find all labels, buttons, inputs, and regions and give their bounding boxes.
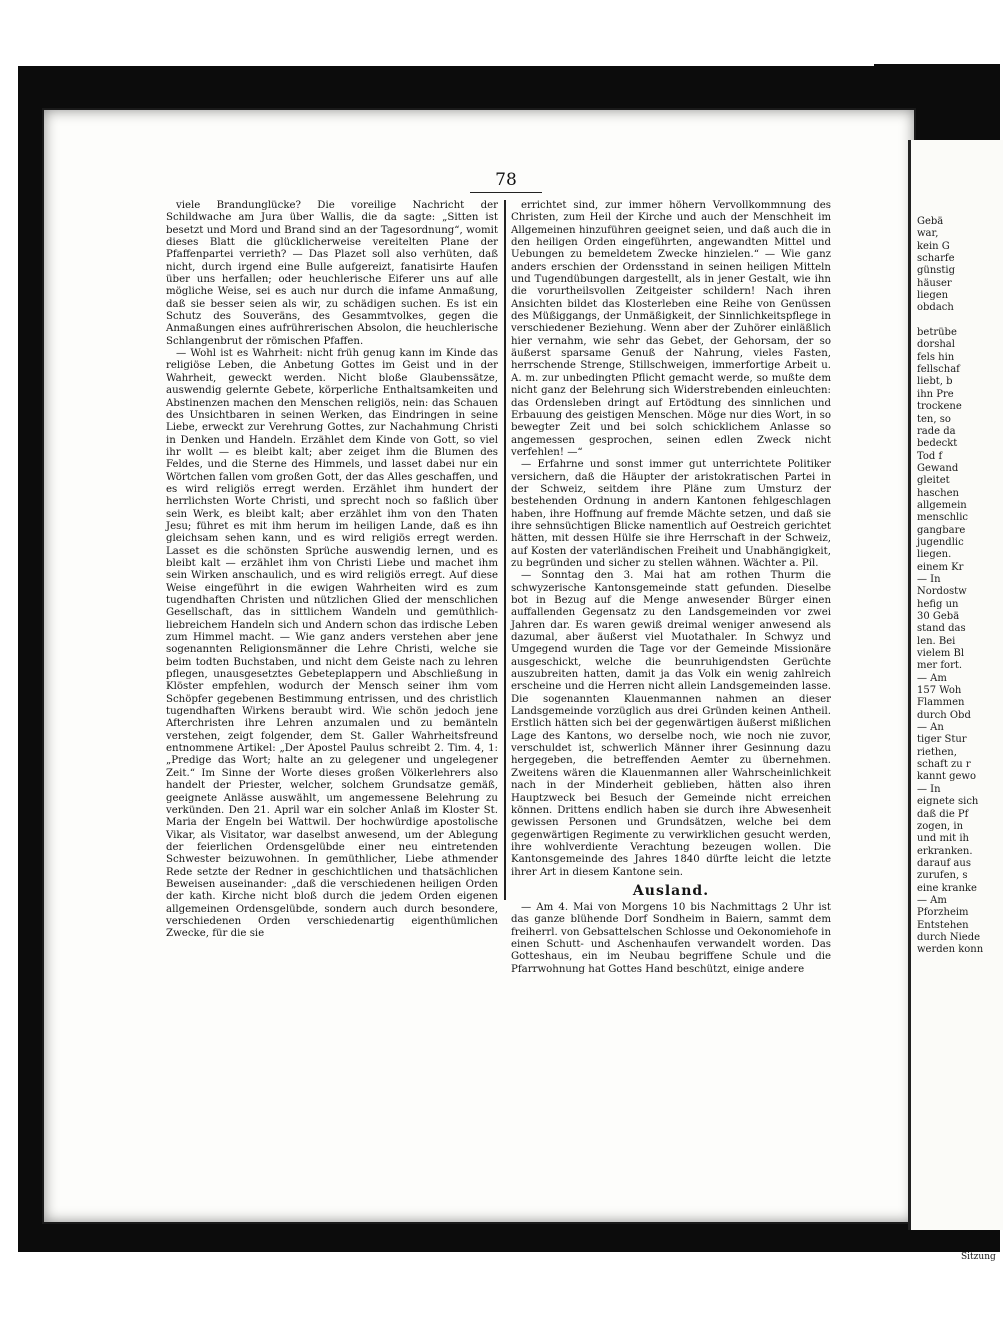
adjacent-line: [917, 315, 1003, 327]
adjacent-line: len. Bei: [917, 635, 956, 647]
adjacent-page: [908, 140, 1003, 1262]
scan-border-bottom: [18, 1222, 918, 1252]
adjacent-line: Flammen: [917, 697, 965, 709]
column-divider: [504, 200, 506, 900]
adjacent-line: schaft zu r: [917, 759, 971, 771]
adjacent-line: eine kranke: [917, 882, 977, 894]
adjacent-line: betrübe: [917, 327, 957, 339]
scan-border-top: [18, 66, 888, 110]
adjacent-line: durch Obd: [917, 709, 971, 721]
adjacent-line: menschlic: [917, 512, 969, 524]
section-heading-ausland: Ausland.: [632, 882, 710, 899]
right-paragraph-2: — Erfahrne und sonst immer gut unterrichtete Politiker versichern, daß die Häupter der aristokratischen Partei in der Schweiz, seitdem ihre Pläne zum Umsturz der bestehenden Ordnung in andern Kantonen fehlgeschlagen haben, ihre Hoffnung auf fremde Mächte setzen, und daß sie ihre sehnsüchtigen Blicke namentlich auf Oestreich gerichtet hätten, mit dessen Hülfe sie ihre Herrschaft in der Schweiz, auf Kosten der vaterländischen Freiheit und Unabhängigkeit, zu begründen und sicher zu stellen wähnen. Wächter a. Pil.: [511, 459, 831, 569]
adjacent-line: werden konn: [917, 944, 984, 956]
right-column: [511, 200, 831, 975]
adjacent-line: eignete sich: [917, 796, 979, 808]
adjacent-line: vielem Bl: [917, 648, 965, 660]
page-number: 78: [495, 170, 517, 190]
adjacent-page-footer: Sitzung: [961, 1252, 996, 1262]
adjacent-line: daß die Pf: [917, 808, 969, 820]
adjacent-line: gleitet: [917, 475, 950, 487]
adjacent-line: zurufen, s: [917, 870, 968, 882]
adjacent-line: — Am: [917, 672, 947, 684]
adjacent-line: liegen: [917, 290, 949, 302]
adjacent-line: Nordostw: [917, 586, 967, 598]
adjacent-line: Gebä: [917, 216, 944, 227]
adjacent-page-text: [917, 216, 1003, 957]
adjacent-line: ihn Pre: [917, 388, 954, 400]
adjacent-line: fellschaf: [917, 364, 960, 376]
adjacent-line: kannt gewo: [917, 771, 976, 783]
adjacent-line: fels hin: [917, 351, 955, 363]
adjacent-line: bedeckt: [917, 438, 958, 450]
adjacent-line: zogen, in: [917, 820, 964, 832]
ausland-paragraph: — Am 4. Mai von Morgens 10 bis Nachmittags 2 Uhr ist das ganze blühende Dorf Sondheim in Baiern, sammt dem freiherrl. von Gebsattelschen Schlosse und Oekonomiehofe in einen Schutt- und Aschenhaufen verwandelt worden. Das Gotteshaus, ein im Neubau begriffene Schule und die Pfarrwohnung hat Gottes Hand beschützt, einige andere: [511, 901, 831, 975]
adjacent-line: rade da: [917, 425, 956, 437]
left-column: [166, 200, 498, 940]
adjacent-line: Tod f: [917, 450, 943, 462]
header-rule: [470, 192, 542, 193]
adjacent-line: durch Niede: [917, 931, 981, 943]
adjacent-line: häuser: [917, 277, 952, 289]
adjacent-line: günstig: [917, 265, 956, 277]
adjacent-line: riethen,: [917, 746, 957, 758]
adjacent-line: dorshal: [917, 339, 955, 351]
adjacent-line: stand das: [917, 623, 966, 635]
adjacent-line: trockene: [917, 401, 962, 413]
scan-border-left: [18, 66, 44, 1250]
adjacent-line: — An: [917, 722, 944, 734]
adjacent-line: ten, so: [917, 413, 951, 425]
adjacent-line: Entstehen: [917, 919, 969, 931]
adjacent-line: scharfe: [917, 253, 955, 265]
adjacent-line: — In: [917, 573, 941, 585]
adjacent-line: erkranken.: [917, 845, 973, 857]
adjacent-line: hefig un: [917, 598, 959, 610]
right-paragraph-1: errichtet sind, zur immer höhern Vervollkommnung des Christen, zum Heil der Kirche und auch der Menschheit im Allgemeinen hinzuführen geeignet seien, und daß auch die in den heiligen Orden eingeführten, angewandten Mittel und Uebungen zu bemeldetem Zwecke hinzielen.“ — Wie ganz anders erschien der Ordensstand in seinen heiligen Mitteln und Tugendübungen dargestellt, als in jener Gestalt, wie ihn die vorurtheilsvollen Zeitgeister schildern! Nach ihren Ansichten bildet das Klosterleben eine Reihe von Genüssen des Müßiggangs, der Unmäßigkeit, der Sinnlichkeitspflege in verschiedener Beziehung. Wenn aber der Zuhörer einläßlich hier vernahm, wie sehr das Gebet, der Gehorsam, der so äußerst sparsame Genuß der Nahrung, vieles Fasten, herrschende Strenge, Stillschweigen, immerfortige Arbeit u. A. m. zur unbedingten Pflicht gemacht werde, so mußte dem nicht ganz der Belehrung sich Widerstrebenden einleuchten: das Ordensleben dringt auf Ertödtung des sinnlichen und Erbauung des geistigen Menschen. Möge nur dies Wort, in so bewegter Zeit und bei solch schicklichem Anlasse so angemessen gesprochen, seinen edlen Zweck nicht verfehlen! —“: [511, 200, 831, 458]
adjacent-line: Pforzheim: [917, 907, 969, 919]
adjacent-line: — Am: [917, 894, 947, 906]
adjacent-line: haschen: [917, 487, 959, 499]
adjacent-line: und mit ih: [917, 833, 969, 845]
adjacent-line: — In: [917, 783, 941, 795]
left-paragraph-2: — Wohl ist es Wahrheit: nicht früh genug kann im Kinde das religiöse Leben, die Anbetung Gottes im Geist und in der Wahrheit, geweckt werden. Nicht bloße Glaubenssätze, auswendig gelernte Gebete, körperliche Enthaltsamkeiten und Abstinenzen machen den Menschen religiös, nein: das Schauen des Unsichtbaren in seinen Werken, das Eindringen in seine Liebe, erweckt zur Verehrung Gottes, zur Nachahmung Christi in Denken und Handeln. Erzählet dem Kinde von Gott, so viel ihr wollt — es bleibt kalt; aber zeiget ihm die Blumen des Feldes, und die Sterne des Himmels, und lasset dabei nur ein Wörtchen fallen vom großen Gott, der das Alles geschaffen, und es wird religiös erregt werden. Erzählet ihm hundert der herrlichsten Worte Christi, und sprecht noch so faßlich über sein Werk, es bleibt kalt; aber erzählet ihm von den Thaten Jesu; führet es mit ihm herum im heiligen Lande, daß es ihn gleichsam sehen kann, und es wird religiös erregt werden. Lasset es die schönsten Sprüche auswendig lernen, und es bleibt kalt — erzählet ihm von Christi Liebe und machet ihm sein Wirken anschaulich, und es wird religiös erregt. Auf diese Weise eingeführt in die ewigen Wahrheiten wird es zum tugendhaften Christen und nützlichen Glied der menschlichen Gesellschaft, das in sittlichem Wandeln und gemüthlich-liebreichem Handeln sich und Andern schon das irdische Leben zum Himmel macht. — Wie ganz anders verstehen aber jene sogenannten Religionsmänner die Lehre Christi, welche sie beim todten Buchstaben, und nicht dem Geiste nach zu lehren pflegen, unausgesetztes Gebeteplappern und Abschließung in Klöster empfehlen, wodurch der Mensch seiner ihm vom Schöpfer gegebenen Bestimmung entrissen, und des christlich tugendhaften Wirkens beraubt wird. Wie schön jedoch jene Afterchristen ihre Lehren anzumalen und zu bemänteln verstehen, zeigt folgender, dem St. Galler Wahrheitsfreund entnommene Artikel: „Der Apostel Paulus schreibt 2. Tim. 4, 1: „Predige das Wort; halte an zu gelegener und ungelegener Zeit.“ Im Sinne der Worte dieses großen Völkerlehrers also handelt der Priester, welcher, solchem Grundsatze gemäß, geeignete Anlässe auswählt, um angemessene Belehrung zu verkünden. Den 21. April war ein solcher Anlaß im Kloster St. Maria der Engeln bei Wattwil. Der hochwürdige apostolische Vikar, als Visitator, war daselbst anwesend, um der Ablegung der feierlichen Ordensgelübde einer neu eintretenden Schwester beizuwohnen. In gemüthlicher, Liebe athmender Rede setzte der Redner in geschichtlichen und thatsächlichen Beweisen auseinander: „daß die verschiedenen heiligen Orden der kath. Kirche nicht bloß durch die jedem Orden eigenen allgemeinen Ordensgelübde, sondern auch durch besondere, verschiedenen Orden verschiedenartig eigenthümlichen Zwecke, für die sie: [166, 348, 498, 940]
adjacent-line: einem Kr: [917, 561, 964, 573]
adjacent-line: 30 Gebä: [917, 611, 960, 622]
adjacent-line: allgemein: [917, 499, 967, 511]
adjacent-line: jugendlic: [917, 536, 964, 548]
adjacent-line: liebt, b: [917, 376, 953, 388]
adjacent-line: war,: [917, 228, 939, 240]
adjacent-line: Gewand: [917, 462, 959, 474]
right-paragraph-3: — Sonntag den 3. Mai hat am rothen Thurm die schwyzerische Kantonsgemeinde statt gefunden. Dieselbe bot in Bezug auf die Menge anwesender Bürger einen auffallenden Gegensatz zu den Landsgemeinden vor zwei Jahren dar. Es waren gewiß dreimal weniger anwesend als dazumal, aber äußerst viel Muotathaler. In Schwyz und Umgegend wurden die Tage vor der Gemeinde Missionäre ausgeschickt, welche die beunruhigendsten Gerüchte auszubreiten hatten, damit ja das Volk ein wenig zahlreich erscheine und die Herren nicht allein Landsgemeinden lasse. Die sogenannten Klauenmannen nahmen an dieser Landsgemeinde vorzüglich aus drei Gründen keinen Antheil. Erstlich hätten sich bei der gegenwärtigen äußerst mißlichen Lage des Kantons, wo derselbe noch, wie noch nie zuvor, verschuldet ist, schwerlich Männer ihrer Gesinnung dazu hergegeben, die betreffenden Aemter zu übernehmen. Zweitens wären die Klauenmannen aller Wahrscheinlichkeit nach in der Minderheit geblieben, hätten also ihren Hauptzweck bei Besuch der Gemeinde nicht erreichen können. Drittens endlich haben sie durch ihre Abwesenheit gewissen Personen und Grundsätzen, welche bei dem gegenwärtigen Regimente zu verwirklichen gesucht werden, ihre wohlverdiente Verachtung bezeugen wollen. Die Kantonsgemeinde des Jahres 1840 dürfte leicht die letzte ihrer Art in diesem Kantone sein.: [511, 570, 831, 878]
adjacent-line: obdach: [917, 302, 954, 314]
adjacent-line: tiger Stur: [917, 734, 967, 746]
adjacent-line: 157 Woh: [917, 685, 962, 697]
adjacent-line: mer fort.: [917, 660, 963, 672]
adjacent-line: darauf aus: [917, 857, 971, 869]
adjacent-line: kein G: [917, 240, 950, 252]
adjacent-line: liegen.: [917, 549, 952, 561]
adjacent-line: gangbare: [917, 524, 966, 536]
left-paragraph-1: viele Brandunglücke? Die voreilige Nachricht der Schildwache am Jura über Wallis, die da sagte: „Sitten ist besetzt und Mord und Brand sind an der Tagesordnung“, womit dieses Blatt die glücklicherweise vereitelten Plane der Pfaffenpartei verrieth? — Das Plazet soll also verhüten, daß nicht, durch irgend eine Bulle aufgereizt, fanatisirte Haufen über uns herfallen; oder heuchlerische Eiferer uns auf alle mögliche Weise, sei es auch nur durch die infame Anmaßung, daß sie besser seien als wir, zu schädigen suchen. Es ist ein Schutz des Souveräns, des Gesammtvolkes, gegen die Anmaßungen eines aufrührerischen Absolon, die heuchlerische Schlangenbrut der römischen Pfaffen.: [166, 200, 498, 347]
